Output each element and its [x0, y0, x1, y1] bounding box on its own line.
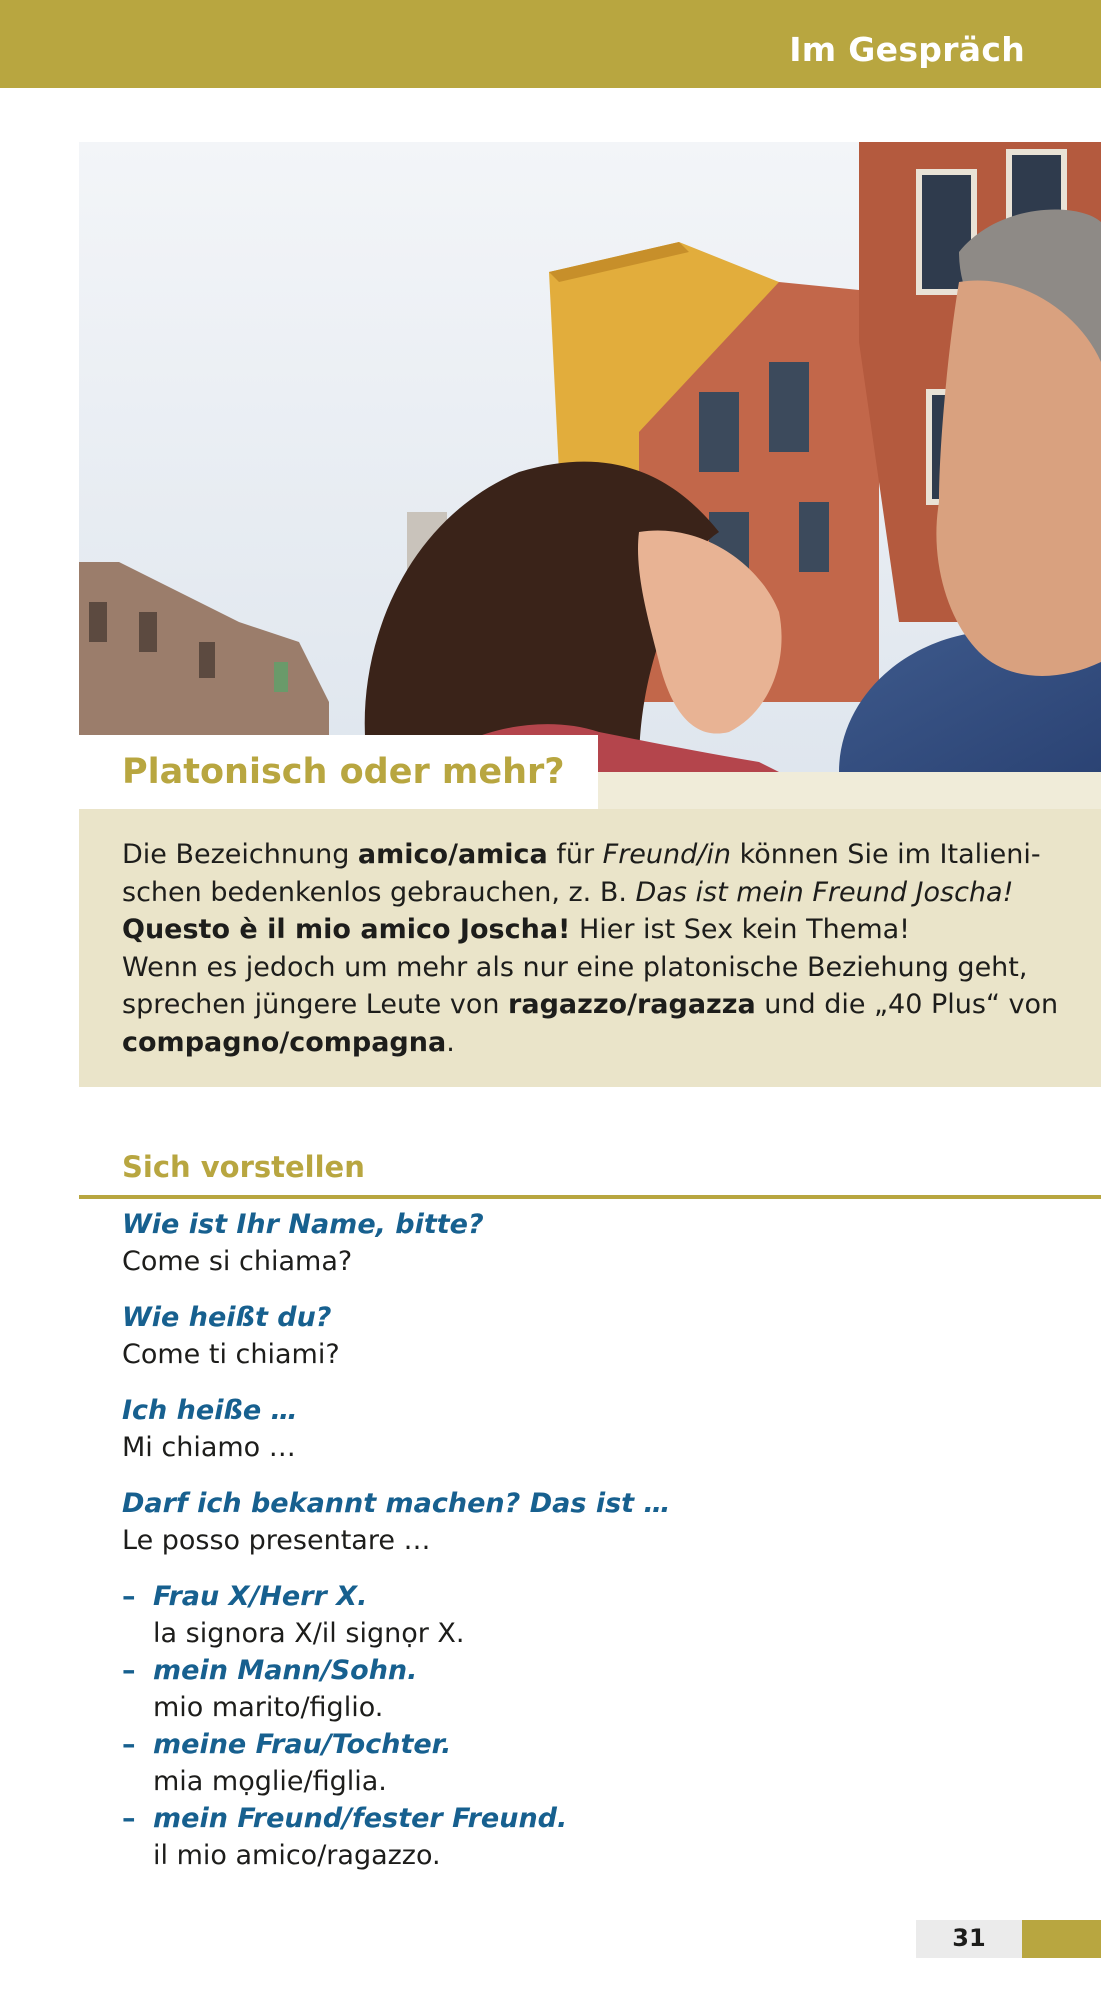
- bullet-dash: –: [122, 1655, 136, 1686]
- german-phrase: Wie ist Ihr Name, bitte?: [122, 1209, 484, 1240]
- info-line: compagno/compagna.: [122, 1026, 455, 1058]
- bullet-dash: –: [122, 1803, 136, 1834]
- info-line: Questo è il mio amico Joscha! Hier ist Sex kein Thema!: [122, 914, 910, 945]
- page-accent-bar: [1022, 1920, 1101, 1958]
- page-section-title: Im Gespräch: [789, 30, 1025, 69]
- german-phrase: Frau X/Herr X.: [153, 1581, 368, 1612]
- info-line: schen bedenkenlos gebrauchen, z. B. Das ist mein Freund Joscha!: [122, 876, 1014, 908]
- italian-phrase: Le posso presentare …: [122, 1525, 431, 1556]
- italian-phrase: Come ti chiami?: [122, 1339, 340, 1370]
- italian-phrase: la signora X/il signọr X.: [153, 1618, 465, 1649]
- german-phrase: mein Mann/Sohn.: [153, 1655, 418, 1686]
- german-phrase: mein Freund/fester Freund.: [153, 1803, 568, 1834]
- bullet-item: [122, 1578, 822, 1652]
- italian-phrase: mia mọglie/figlia.: [153, 1766, 387, 1797]
- italian-phrase: mio marito/figlio.: [153, 1692, 384, 1723]
- bullet-item: [122, 1726, 822, 1800]
- italian-phrase: il mio amico/ragazzo.: [153, 1840, 441, 1871]
- german-phrase: Darf ich bekannt machen? Das ist …: [122, 1488, 671, 1519]
- phrase-pair: [122, 1206, 484, 1280]
- italian-phrase: Mi chiamo …: [122, 1432, 296, 1463]
- info-line: Die Bezeichnung amico/amica für Freund/in können Sie im Italieni-: [122, 839, 1041, 870]
- bullet-dash: –: [122, 1581, 136, 1612]
- phrase-pair: [122, 1392, 298, 1466]
- phrase-pair: [122, 1299, 340, 1373]
- bullet-item: [122, 1652, 822, 1726]
- german-phrase: meine Frau/Tochter.: [153, 1729, 452, 1760]
- section-heading: Sich vorstellen: [122, 1150, 365, 1184]
- section-divider: [79, 1195, 1101, 1199]
- bullet-item: [122, 1800, 822, 1874]
- german-phrase: Ich heiße …: [122, 1395, 298, 1426]
- info-box-text: [122, 836, 1072, 1061]
- info-line: sprechen jüngere Leute von ragazzo/ragazza und die „40 Plus“ von: [122, 989, 1059, 1020]
- couple-photo: [79, 142, 1101, 772]
- bullet-dash: –: [122, 1729, 136, 1760]
- title-strip: [598, 772, 1101, 809]
- page-number: 31: [952, 1924, 986, 1952]
- phrase-pair: [122, 1485, 670, 1559]
- info-box-title: Platonisch oder mehr?: [122, 752, 565, 792]
- italian-phrase: Come si chiama?: [122, 1246, 353, 1277]
- german-phrase: Wie heißt du?: [122, 1302, 332, 1333]
- info-line: Wenn es jedoch um mehr als nur eine platonische Beziehung geht,: [122, 951, 1028, 983]
